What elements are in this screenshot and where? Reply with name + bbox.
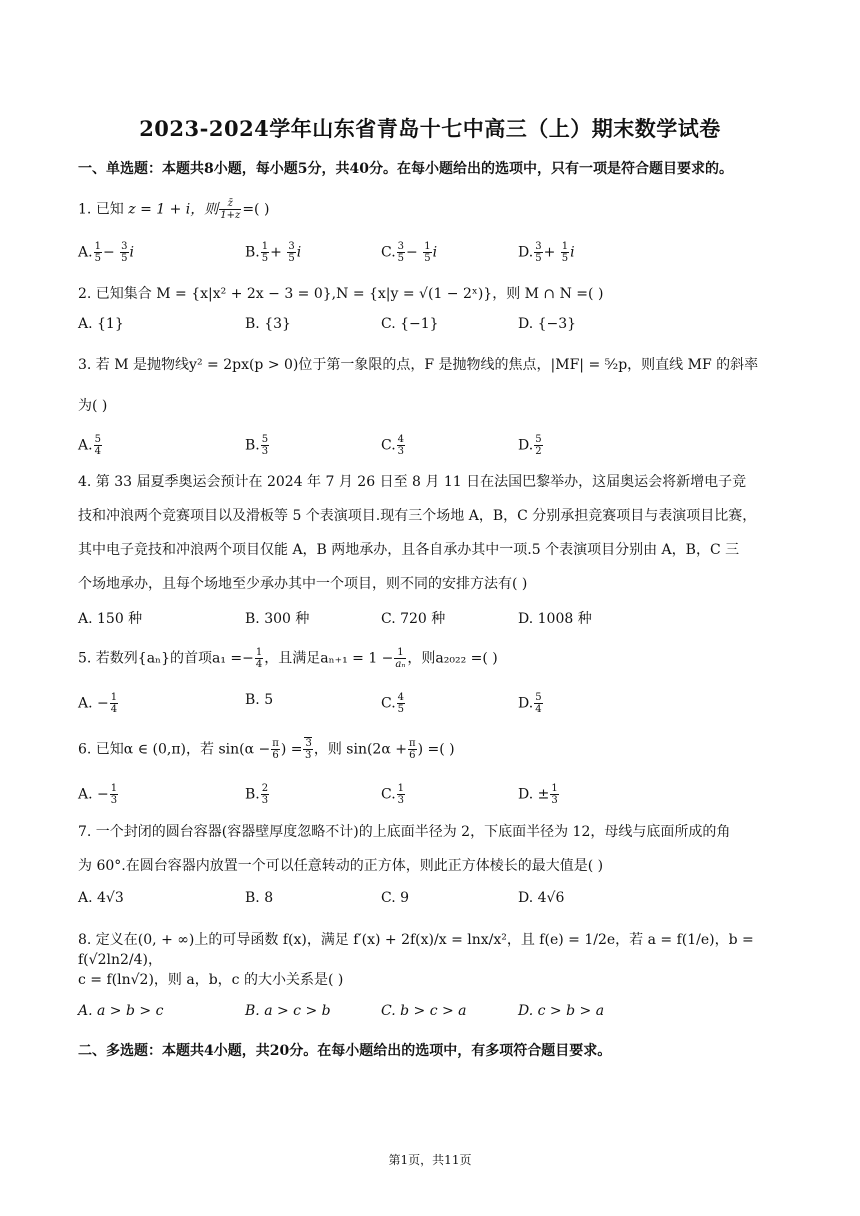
q1-cond: z = 1 + i，则 (128, 201, 219, 218)
page-footer: 第1页，共11页 (388, 1153, 472, 1167)
q5-option-c[interactable]: C. $\frac{4}{5}$ (381, 692, 405, 715)
q8-option-a[interactable]: A. a > b > c (78, 1003, 164, 1019)
question-8-line-2: c = f(ln√2)，则 a，b，c 的大小关系是( ) (78, 972, 344, 988)
q5-option-d[interactable]: D. $\frac{5}{4}$ (518, 692, 542, 715)
q3-option-b[interactable]: B. $\frac{5}{3}$ (245, 434, 269, 457)
q7-option-b[interactable]: B. 8 (245, 890, 274, 906)
q6-option-a[interactable]: A. − $\frac{1}{3}$ (78, 783, 118, 806)
q8-option-c[interactable]: C. b > c > a (381, 1003, 467, 1019)
q3-option-d[interactable]: D. $\frac{5}{2}$ (518, 434, 542, 457)
q7-option-a[interactable]: A. 4√3 (78, 890, 124, 906)
q1-number: 1. (78, 201, 92, 218)
question-4-line-4: 个场地承办，且每个场地至少承办其中一个项目，则不同的安排方法有( ) (78, 576, 528, 592)
q1-fraction: $\frac{z̄}{1+z}$ (220, 198, 241, 221)
q3-options (78, 434, 790, 456)
question-8-line-1: 8. 定义在(0, + ∞)上的可导函数 f(x)，满足 f′(x) + 2f(x)/x = lnx/x²，且 f(e) = 1/2e，若 a = f(1/e)，b = f(√2ln2/4)， (78, 932, 754, 968)
q4-option-a[interactable]: A. 150 种 (78, 611, 143, 627)
q1-options (78, 241, 790, 263)
q7-options (78, 890, 790, 912)
question-5: 5. 若数列{aₙ}的首项a₁ =− $\frac{1}{4}$ ，且满足aₙ₊₁ = 1 − $\frac{1}{\text{aₙ}}$ ，则a₂₀₂₂ =( ) (78, 647, 498, 670)
q3-option-c[interactable]: C. $\frac{4}{3}$ (381, 434, 405, 457)
q5-option-a[interactable]: A. − $\frac{1}{4}$ (78, 692, 118, 715)
q7-option-c[interactable]: C. 9 (381, 890, 410, 906)
question-1 (78, 198, 790, 221)
q1-pre: 已知 (95, 201, 124, 218)
question-3-line-2: 为( ) (78, 398, 108, 414)
q1-option-c[interactable]: C. $\frac{3}{5}$ − $\frac{1}{5}$ i (381, 241, 438, 264)
question-6: 6. 已知α ∈ (0,π)，若 sin(α − $\frac{\pi}{6}$ ) = $\frac{3}{3}$ ，则 sin(2α + $\frac{\pi}{6}$ ) =( ) (78, 738, 455, 761)
q1-option-a[interactable]: A. $\frac{1}{5}$ − $\frac{3}{5}$ i (78, 241, 134, 264)
q1-tail: =( ) (242, 201, 270, 218)
q2-option-c[interactable]: C. {−1} (381, 316, 439, 332)
page-title: 2023-2024学年山东省青岛十七中高三（上）期末数学试卷 (139, 116, 721, 141)
q4-option-b[interactable]: B. 300 种 (245, 611, 310, 627)
q2-options (78, 316, 790, 338)
section-heading-multi-choice: 二、多选题：本题共4小题，共20分。在每小题给出的选项中，有多项符合题目要求。 (78, 1043, 612, 1059)
q4-options (78, 608, 790, 630)
q6-option-d[interactable]: D. ± $\frac{1}{3}$ (518, 783, 558, 806)
q6-option-c[interactable]: C. $\frac{1}{3}$ (381, 783, 405, 806)
section-heading-single-choice: 一、单选题：本题共8小题，每小题5分，共40分。在每小题给出的选项中，只有一项是符合题目要求的。 (78, 161, 733, 177)
q6-option-b[interactable]: B. $\frac{2}{3}$ (245, 783, 269, 806)
question-4-line-2: 技和冲浪两个竞赛项目以及滑板等 5 个表演项目.现有三个场地 A，B，C 分别承担竞赛项目与表演项目比赛， (78, 508, 757, 524)
q8-options (78, 1003, 790, 1025)
question-4-line-3: 其中电子竞技和冲浪两个项目仅能 A，B 两地承办，且各自承办其中一项.5 个表演项目分别由 A，B，C 三 (78, 542, 740, 558)
q2-option-b[interactable]: B. {3} (245, 316, 291, 332)
q1-option-b[interactable]: B. $\frac{1}{5}$ + $\frac{3}{5}$ i (245, 241, 302, 264)
q8-option-d[interactable]: D. c > b > a (518, 1003, 605, 1019)
question-2: 2. 已知集合 M = {x|x² + 2x − 3 = 0},N = {x|y = √(1 − 2ˣ)}，则 M ∩ N =( ) (78, 286, 604, 302)
q4-option-c[interactable]: C. 720 种 (381, 611, 446, 627)
question-7-line-1: 7. 一个封闭的圆台容器(容器壁厚度忽略不计)的上底面半径为 2，下底面半径为 12，母线与底面所成的角 (78, 824, 731, 840)
q1-option-d[interactable]: D. $\frac{3}{5}$ + $\frac{1}{5}$ i (518, 241, 575, 264)
q5-option-b[interactable]: B. 5 (245, 692, 274, 708)
q5-options (78, 692, 790, 714)
q7-option-d[interactable]: D. 4√6 (518, 890, 565, 906)
question-4-line-1: 4. 第 33 届夏季奥运会预计在 2024 年 7 月 26 日至 8 月 11 日在法国巴黎举办，这届奥运会将新增电子竞 (78, 474, 747, 490)
q2-option-a[interactable]: A. {1} (78, 316, 124, 332)
question-3-line-1: 3. 若 M 是抛物线y² = 2px(p > 0)位于第一象限的点，F 是抛物线的焦点，|MF| = ⁵⁄₂p，则直线 MF 的斜率 (78, 357, 759, 373)
question-7-line-2: 为 60°.在圆台容器内放置一个可以任意转动的正方体，则此正方体棱长的最大值是( ) (78, 858, 604, 874)
q6-options (78, 783, 790, 805)
q3-option-a[interactable]: A. $\frac{5}{4}$ (78, 434, 101, 457)
q4-option-d[interactable]: D. 1008 种 (518, 611, 592, 627)
q8-option-b[interactable]: B. a > c > b (245, 1003, 331, 1019)
q2-option-d[interactable]: D. {−3} (518, 316, 577, 332)
